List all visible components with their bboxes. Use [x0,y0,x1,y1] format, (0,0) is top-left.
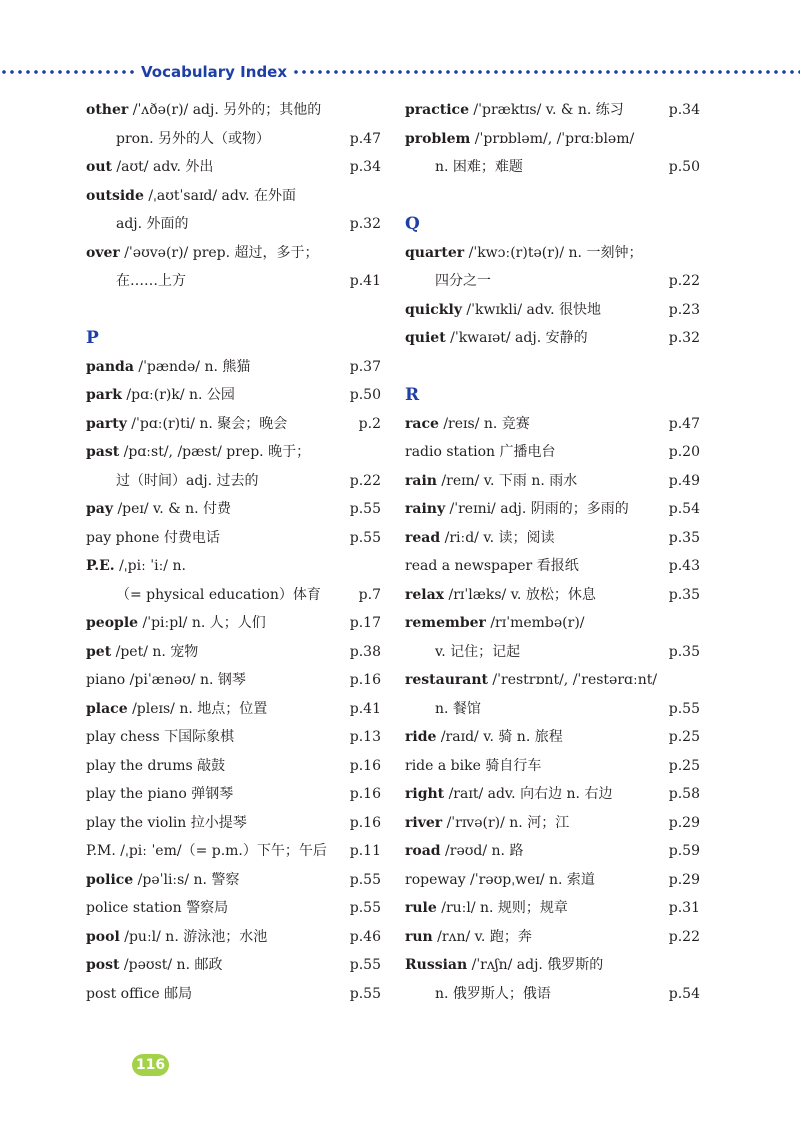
entry-definition: /riːd/ v. 读；阅读 [440,529,555,546]
entry-text [86,951,222,980]
entry-definition: police station 警察局 [86,900,229,916]
entry-text [86,153,213,182]
index-entry-continuation [86,581,381,610]
entry-definition: /rəʊd/ n. 路 [440,843,524,859]
entry-definition: /ˌaʊtˈsaɪd/ adv. 在外面 [143,187,297,204]
entry-text [86,866,239,895]
headword: restaurant [405,672,488,688]
entry-text [405,410,530,439]
entry-text [86,695,267,724]
entry-definition: 过（时间）adj. 过去的 [116,472,259,489]
headword: panda [86,358,134,375]
headword: Russian [405,957,468,973]
entry-text [405,267,491,296]
headword: rule [405,900,437,916]
page-reference: p.41 [349,273,381,289]
entry-text [405,324,588,353]
headword: river [405,814,443,831]
page-reference: p.23 [668,301,700,318]
entry-text [86,638,198,667]
entry-definition: /ˈʌðə(r)/ adj. 另外的；其他的 [128,102,322,118]
headword: over [86,244,120,261]
page-number-badge: 116 [132,1054,169,1076]
entry-text [405,980,551,1009]
headword: police [86,871,134,888]
entry-text [405,894,568,923]
entry-definition: （= physical education）体育 [116,586,321,603]
page-reference: p.49 [668,472,700,489]
entry-definition: /ˈəʊvə(r)/ prep. 超过，多于； [119,244,319,261]
headword: past [86,444,120,460]
headword: rainy [405,501,446,517]
entry-text [86,609,266,638]
index-entry [405,96,700,125]
entry-definition: /raɪt/ adv. 向右边 n. 右边 [444,786,613,802]
page-reference: p.55 [349,957,381,973]
entry-text [405,467,577,496]
entry-definition: /pet/ n. 宠物 [111,643,199,660]
index-entry [86,894,381,923]
entry-definition: /raɪd/ v. 骑 n. 旅程 [436,729,563,745]
headword: quickly [405,301,462,318]
index-entry [405,495,700,524]
entry-text [86,182,296,211]
entry-text [86,410,287,439]
index-entry [86,951,381,980]
headword: race [405,415,439,432]
page-reference: p.34 [668,102,700,118]
index-entry [405,438,700,467]
entry-text [86,837,327,866]
page-reference: p.13 [349,729,381,745]
page-reference: p.34 [349,159,381,175]
index-entry [86,723,381,752]
page-reference: p.29 [668,871,700,888]
entry-definition: /ˈkwaɪət/ adj. 安静的 [445,330,588,346]
entry-text [86,666,246,695]
page-reference: p.54 [668,985,700,1002]
entry-text [405,296,601,325]
page-reference: p.37 [349,358,381,375]
page-reference: p.25 [668,757,700,774]
index-entry-continuation [86,210,381,239]
index-entry [86,239,381,268]
page-reference: p.31 [668,900,700,916]
headword: ride [405,729,437,745]
headword: party [86,415,127,432]
index-entry [405,410,700,439]
index-entry [405,837,700,866]
entry-definition: /ˈpɑː(r)ti/ n. 聚会；晚会 [126,415,288,432]
entry-text [86,780,233,809]
entry-text [86,438,310,467]
page-reference: p.38 [349,643,381,660]
headword: rain [405,472,437,489]
section-spacer [405,353,700,382]
headword: pay [86,501,113,517]
entry-definition: post office 邮局 [86,985,193,1002]
index-entry [86,923,381,952]
index-entry [405,866,700,895]
headword: out [86,159,112,175]
entry-text [405,96,624,125]
section-spacer [405,182,700,211]
page-reference: p.35 [668,586,700,603]
page-reference: p.47 [349,130,381,147]
page-reference: p.16 [349,672,381,688]
headword: road [405,843,441,859]
index-entry [405,552,700,581]
entry-text [405,723,563,752]
page-reference: p.17 [349,615,381,631]
entry-text [405,923,532,952]
section-spacer [86,296,381,325]
index-entry [86,752,381,781]
entry-text [86,752,225,781]
index-entry [86,809,381,838]
entry-text [405,866,595,895]
index-entry [86,353,381,382]
index-entry [405,923,700,952]
entry-text [405,581,596,610]
page-reference: p.41 [349,700,381,717]
index-entry [86,552,381,581]
entry-text [405,695,481,724]
entry-definition: /rʌn/ v. 跑；奔 [432,928,532,945]
index-entry [405,296,700,325]
index-entry [405,752,700,781]
entry-definition: n. 困难；难题 [435,159,523,175]
page-reference: p.58 [668,786,700,802]
running-header [0,60,800,84]
page-reference: p.32 [349,216,381,232]
headword: people [86,615,139,631]
entry-text [86,467,259,496]
entry-text [86,723,234,752]
page-reference: p.55 [349,900,381,916]
index-entry [405,894,700,923]
entry-definition: 四分之一 [435,273,491,289]
entry-text [86,381,235,410]
page-reference: p.16 [349,814,381,831]
index-entry [405,125,700,154]
entry-text [405,809,569,838]
entry-definition: pay phone 付费电话 [86,529,220,546]
index-entry [405,239,700,268]
entry-definition: /ˈkwɔː(r)tə(r)/ n. 一刻钟； [464,244,643,261]
entry-definition: /ˈpændə/ n. 熊猫 [133,358,251,375]
headword: quarter [405,244,465,261]
index-entry [86,638,381,667]
entry-definition: /ˈrʌʃn/ adj. 俄罗斯的 [467,957,604,973]
page-reference: p.47 [668,415,700,432]
index-entry [86,153,381,182]
entry-definition: pron. 另外的人（或物） [116,130,270,147]
entry-text [405,239,642,268]
entry-definition: /rɪˈmembə(r)/ [485,615,585,631]
index-entry-continuation [86,467,381,496]
index-entry-continuation [86,267,381,296]
page-reference: p.16 [349,786,381,802]
entry-definition: ride a bike 骑自行车 [405,757,542,774]
entry-text [86,923,267,952]
index-entry [405,951,700,980]
entry-text [86,552,186,581]
entry-text [86,980,192,1009]
entry-definition: /pleɪs/ n. 地点；位置 [127,700,268,717]
index-entry [405,666,700,695]
entry-definition: /ruːl/ n. 规则；规章 [436,900,568,916]
entry-text [86,353,250,382]
index-entry [86,381,381,410]
index-entry [405,609,700,638]
index-entry [86,695,381,724]
entry-definition: /ˈprɒbləm/, /ˈprɑːbləm/ [470,130,635,147]
section-letter: Q [405,214,420,234]
entry-definition: P.M. /ˌpiː ˈem/（= p.m.）下午；午后 [86,843,327,859]
entry-definition: /ˈreɪni/ adj. 阴雨的；多雨的 [445,501,629,517]
headword: relax [405,586,445,603]
index-entry [86,780,381,809]
entry-definition: ropeway /ˈrəʊpˌweɪ/ n. 索道 [405,871,595,888]
entry-text [86,809,247,838]
entry-definition: n. 俄罗斯人；俄语 [435,985,551,1002]
entry-text [86,125,270,154]
page-reference: p.20 [668,444,700,460]
index-entry [86,837,381,866]
entry-text [86,524,220,553]
entry-definition: play chess 下国际象棋 [86,729,235,745]
entry-definition: radio station 广播电台 [405,444,556,460]
dotted-rule-right [292,69,800,75]
entry-text [86,894,228,923]
entry-definition: /pəˈliːs/ n. 警察 [133,871,240,888]
entry-text [405,666,657,695]
index-entry-continuation [86,125,381,154]
page-reference: p.22 [668,273,700,289]
page-reference: p.7 [358,586,381,603]
index-entry [86,438,381,467]
index-entry [405,809,700,838]
entry-definition: piano /piˈænəʊ/ n. 钢琴 [86,672,246,688]
page-reference: p.55 [668,700,700,717]
page-reference: p.55 [349,529,381,546]
entry-definition: adj. 外面的 [116,216,189,232]
headword: pet [86,643,112,660]
index-entry [405,723,700,752]
entry-definition: /reɪs/ n. 竞赛 [438,415,530,432]
entry-text [405,438,556,467]
entry-definition: /aʊt/ adv. 外出 [111,159,214,175]
entry-definition: /pɑː(r)k/ n. 公园 [121,387,235,403]
entry-text [86,267,186,296]
page-reference: p.22 [349,472,381,489]
index-entry [86,410,381,439]
headword: quiet [405,330,446,346]
page-reference: p.55 [349,985,381,1002]
headword: right [405,786,445,802]
entry-definition: /pɑːst/, /pæst/ prep. 晚于； [119,444,311,460]
page-reference: p.54 [668,501,700,517]
headword: park [86,387,122,403]
index-entry [86,524,381,553]
header-title: Vocabulary Index [141,63,288,81]
headword: practice [405,102,469,118]
page-reference: p.35 [668,643,700,660]
index-entry [405,780,700,809]
entry-definition: /pəʊst/ n. 邮政 [119,957,223,973]
page-reference: p.25 [668,729,700,745]
section-letter: P [86,328,99,348]
entry-definition: /ˈpiːpl/ n. 人；人们 [138,615,266,631]
index-entry-continuation [405,638,700,667]
index-column-right [405,96,700,1008]
page-reference: p.2 [358,415,381,432]
entry-text [405,609,585,638]
headword: other [86,102,129,118]
entry-text [405,552,579,581]
headword: outside [86,187,144,204]
headword: read [405,529,441,546]
dotted-rule-left [0,69,136,75]
entry-definition: /ˈpræktɪs/ v. & n. 练习 [468,102,624,118]
page-reference: p.29 [668,814,700,831]
page-reference: p.55 [349,871,381,888]
index-entry [405,581,700,610]
entry-text [86,239,319,268]
entry-definition: /puːl/ n. 游泳池；水池 [119,928,268,945]
entry-text [405,780,612,809]
entry-text [405,752,541,781]
page-reference: p.50 [349,387,381,403]
headword: P.E. [86,558,115,574]
entry-definition: /ˈrestrɒnt/, /ˈrestərɑːnt/ [487,672,658,688]
entry-text [405,638,520,667]
entry-text [405,125,634,154]
page-reference: p.59 [668,843,700,859]
entry-definition: /ˈrɪvə(r)/ n. 河；江 [442,814,570,831]
index-entry [86,980,381,1009]
entry-definition: play the violin 拉小提琴 [86,814,247,831]
page-reference: p.32 [668,330,700,346]
index-entry-continuation [405,153,700,182]
index-entry [86,182,381,211]
index-entry [405,524,700,553]
entry-text [405,153,523,182]
index-entry [86,866,381,895]
page-reference: p.46 [349,928,381,945]
page-reference: p.43 [668,558,700,574]
page-reference: p.11 [349,843,381,859]
entry-definition: /ˈkwɪkli/ adv. 很快地 [461,301,601,318]
entry-text [405,951,603,980]
index-entry [86,495,381,524]
entry-text [86,210,189,239]
page-reference: p.50 [668,159,700,175]
entry-definition: n. 餐馆 [435,700,481,717]
entry-definition: /ˌpiː ˈiː/ n. [114,558,186,574]
page-reference: p.16 [349,757,381,774]
entry-text [86,96,321,125]
index-entry [405,467,700,496]
headword: pool [86,928,120,945]
entry-definition: play the drums 敲鼓 [86,757,226,774]
headword: run [405,928,433,945]
headword: post [86,957,120,973]
index-entry [86,666,381,695]
entry-definition: play the piano 弹钢琴 [86,786,234,802]
index-column-left [86,96,381,1008]
entry-definition: v. 记住；记起 [435,643,521,660]
index-entry-continuation [405,267,700,296]
entry-text [405,524,555,553]
entry-definition: /reɪn/ v. 下雨 n. 雨水 [436,472,578,489]
entry-definition: /peɪ/ v. & n. 付费 [113,501,232,517]
page-reference: p.22 [668,928,700,945]
index-entry [86,609,381,638]
entry-definition: /rɪˈlæks/ v. 放松；休息 [444,586,596,603]
entry-text [86,495,231,524]
index-entry-continuation [405,980,700,1009]
page-reference: p.35 [668,529,700,546]
index-entry-continuation [405,695,700,724]
headword: problem [405,130,471,147]
headword: remember [405,615,486,631]
headword: place [86,700,128,717]
entry-text [405,837,523,866]
entry-text [86,581,321,610]
entry-text [405,495,629,524]
index-entry [86,96,381,125]
page-reference: p.55 [349,501,381,517]
entry-definition: 在……上方 [116,273,186,289]
entry-definition: read a newspaper 看报纸 [405,558,579,574]
section-letter: R [405,385,420,405]
index-entry [405,324,700,353]
